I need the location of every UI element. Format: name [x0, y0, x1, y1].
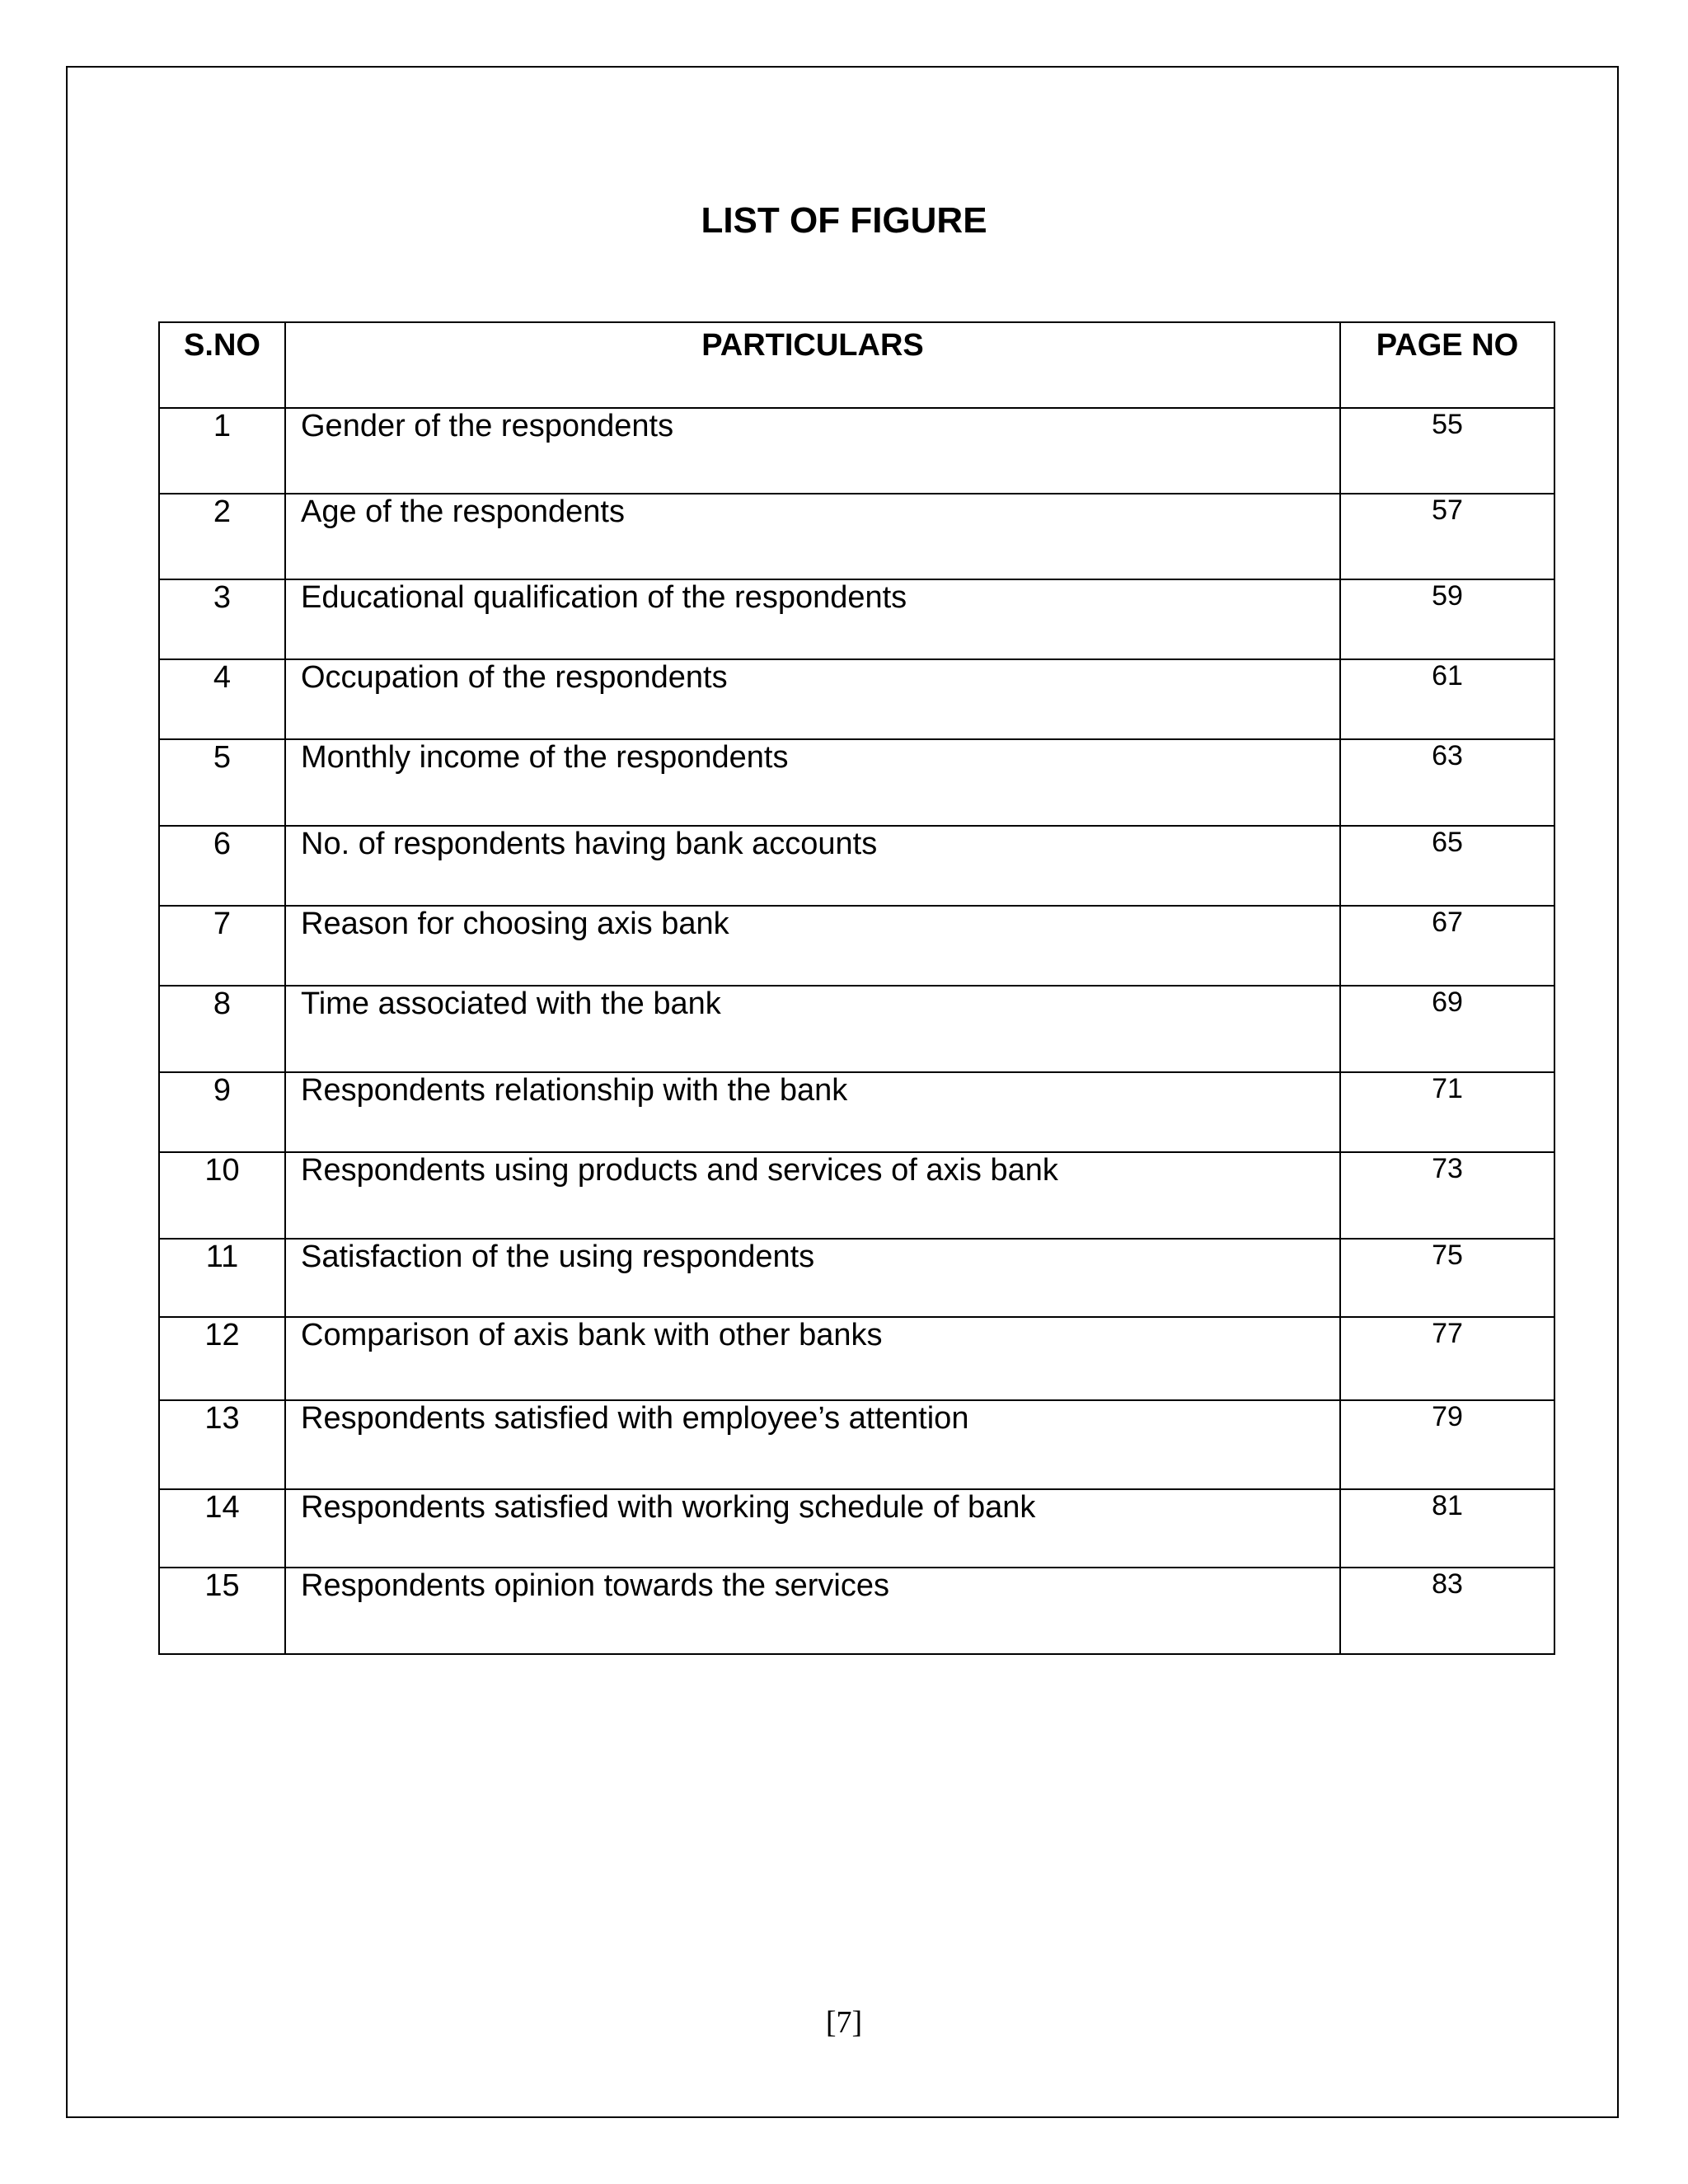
row-page-no: 71 — [1340, 1072, 1554, 1152]
row-particulars: Respondents satisfied with working schedule of bank — [285, 1489, 1340, 1568]
row-particulars: Respondents opinion towards the services — [285, 1568, 1340, 1654]
row-sno: 10 — [159, 1152, 285, 1239]
row-particulars: Respondents using products and services of axis bank — [285, 1152, 1340, 1239]
header-particulars: PARTICULARS — [285, 322, 1340, 408]
row-sno: 7 — [159, 906, 285, 986]
row-sno: 5 — [159, 739, 285, 826]
row-page-no: 59 — [1340, 579, 1554, 659]
row-page-no: 75 — [1340, 1239, 1554, 1317]
row-particulars: Age of the respondents — [285, 494, 1340, 579]
header-sno: S.NO — [159, 322, 285, 408]
row-page-no: 81 — [1340, 1489, 1554, 1568]
row-page-no: 55 — [1340, 408, 1554, 494]
row-particulars: Comparison of axis bank with other banks — [285, 1317, 1340, 1400]
row-sno: 12 — [159, 1317, 285, 1400]
row-page-no: 67 — [1340, 906, 1554, 986]
row-particulars: Educational qualification of the respondents — [285, 579, 1340, 659]
row-particulars: Gender of the respondents — [285, 408, 1340, 494]
row-sno: 2 — [159, 494, 285, 579]
row-particulars: No. of respondents having bank accounts — [285, 826, 1340, 906]
row-page-no: 83 — [1340, 1568, 1554, 1654]
row-sno: 14 — [159, 1489, 285, 1568]
row-sno: 6 — [159, 826, 285, 906]
row-particulars: Occupation of the respondents — [285, 659, 1340, 739]
row-sno: 13 — [159, 1400, 285, 1489]
row-particulars: Respondents satisfied with employee’s attention — [285, 1400, 1340, 1489]
table-header-row — [159, 322, 1554, 408]
header-page-no: PAGE NO — [1340, 322, 1554, 408]
row-page-no: 77 — [1340, 1317, 1554, 1400]
table-row — [159, 1568, 1554, 1654]
row-particulars: Monthly income of the respondents — [285, 739, 1340, 826]
row-page-no: 65 — [1340, 826, 1554, 906]
row-page-no: 61 — [1340, 659, 1554, 739]
row-page-no: 57 — [1340, 494, 1554, 579]
table-row — [159, 739, 1554, 826]
table-row — [159, 1239, 1554, 1317]
page-title: LIST OF FIGURE — [701, 200, 987, 241]
figure-list-table — [158, 321, 1555, 1655]
row-sno: 3 — [159, 579, 285, 659]
page-number: [7] — [825, 2005, 863, 2040]
table-row — [159, 408, 1554, 494]
row-page-no: 63 — [1340, 739, 1554, 826]
table-row — [159, 494, 1554, 579]
table-row — [159, 1072, 1554, 1152]
row-sno: 4 — [159, 659, 285, 739]
row-sno: 1 — [159, 408, 285, 494]
row-sno: 8 — [159, 986, 285, 1072]
row-particulars: Reason for choosing axis bank — [285, 906, 1340, 986]
table-row — [159, 1400, 1554, 1489]
row-page-no: 73 — [1340, 1152, 1554, 1239]
table-row — [159, 1152, 1554, 1239]
row-particulars: Respondents relationship with the bank — [285, 1072, 1340, 1152]
table-row — [159, 659, 1554, 739]
row-sno: 11 — [159, 1239, 285, 1317]
table-row — [159, 1489, 1554, 1568]
row-particulars: Time associated with the bank — [285, 986, 1340, 1072]
table-row — [159, 1317, 1554, 1400]
row-particulars: Satisfaction of the using respondents — [285, 1239, 1340, 1317]
row-page-no: 79 — [1340, 1400, 1554, 1489]
row-sno: 15 — [159, 1568, 285, 1654]
table-row — [159, 986, 1554, 1072]
table-row — [159, 906, 1554, 986]
table-row — [159, 826, 1554, 906]
row-sno: 9 — [159, 1072, 285, 1152]
table-row — [159, 579, 1554, 659]
row-page-no: 69 — [1340, 986, 1554, 1072]
